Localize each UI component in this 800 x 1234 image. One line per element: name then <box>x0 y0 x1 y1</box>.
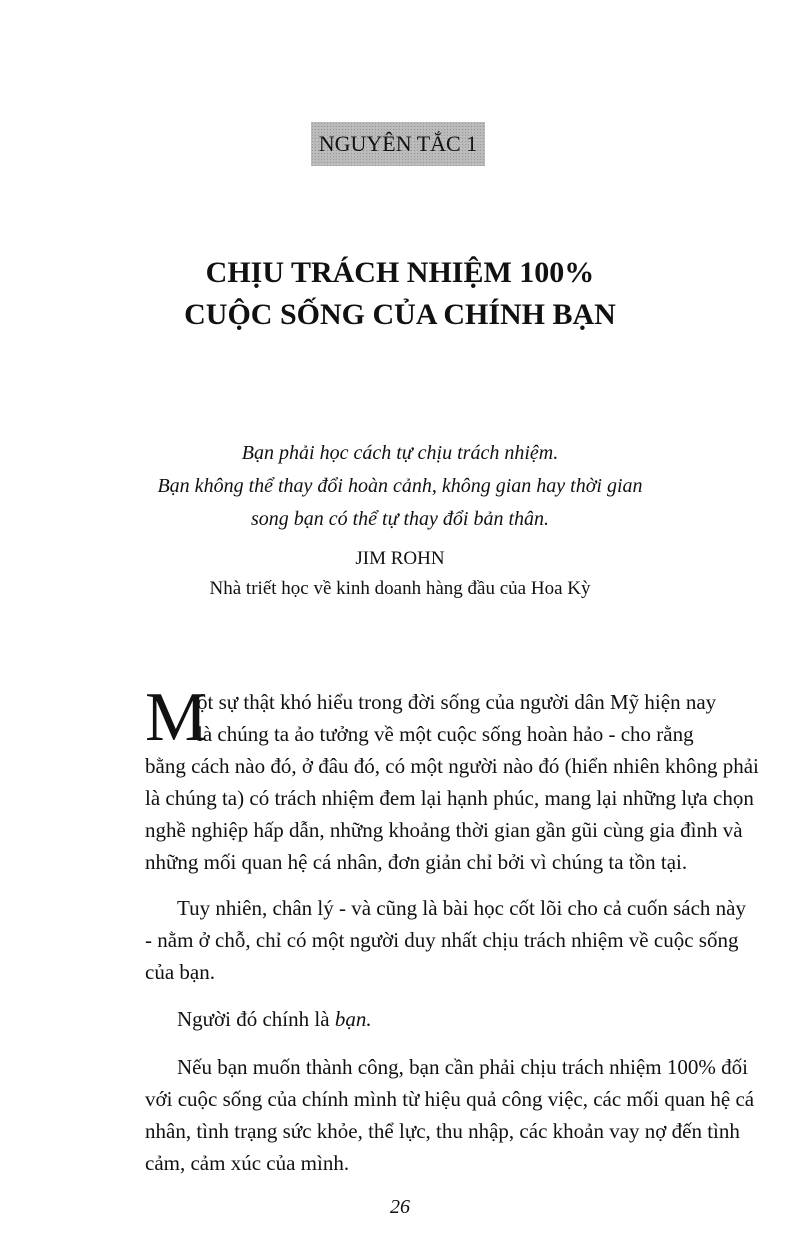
epigraph-author-desc: Nhà triết học về kinh doanh hàng đầu của Hoa Kỳ <box>209 578 591 599</box>
body-text: Người đó chính là <box>177 1007 335 1031</box>
body-line: cảm, cảm xúc của mình. <box>145 1151 350 1175</box>
body-line: những mối quan hệ cá nhân, đơn giản chỉ bởi vì chúng ta tồn tại. <box>145 850 688 874</box>
body-line: ột sự thật khó hiểu trong đời sống của người dân Mỹ hiện nay <box>197 690 717 714</box>
body-line: nhân, tình trạng sức khỏe, thể lực, thu nhập, các khoản vay nợ đến tình <box>145 1119 740 1143</box>
epigraph-line: Bạn phải học cách tự chịu trách nhiệm. <box>241 442 559 464</box>
epigraph-line: song bạn có thể tự thay đổi bản thân. <box>250 508 550 530</box>
drop-cap: M <box>145 679 208 756</box>
chapter-label <box>311 122 485 166</box>
chapter-title-line-2: CUỘC SỐNG CỦA CHÍNH BẠN <box>184 298 616 331</box>
body-line: Tuy nhiên, chân lý - và cũng là bài học cốt lõi cho cả cuốn sách này <box>177 896 746 920</box>
epigraph-author: JIM ROHN <box>355 548 445 569</box>
chapter-label-text: NGUYÊN TẮC 1 <box>318 131 478 156</box>
page-number: 26 <box>390 1196 410 1218</box>
body-line: là chúng ta) có trách nhiệm đem lại hạnh phúc, mang lại những lựa chọn <box>145 786 754 810</box>
body-line: nghề nghiệp hấp dẫn, những khoảng thời gian gần gũi cùng gia đình và <box>145 818 743 842</box>
body-emphasis: bạn. <box>334 1007 372 1031</box>
body-line: là chúng ta ảo tưởng về một cuộc sống hoàn hảo - cho rằng <box>197 722 694 746</box>
epigraph-line: Bạn không thể thay đổi hoàn cảnh, không gian hay thời gian <box>157 475 643 497</box>
body-line: bằng cách nào đó, ở đâu đó, có một người nào đó (hiển nhiên không phải <box>145 754 759 778</box>
body-line: với cuộc sống của chính mình từ hiệu quả công việc, các mối quan hệ cá <box>145 1087 755 1111</box>
body-line: của bạn. <box>145 960 215 984</box>
body-line: - nằm ở chỗ, chỉ có một người duy nhất chịu trách nhiệm về cuộc sống <box>145 928 739 952</box>
body-line: Nếu bạn muốn thành công, bạn cần phải chịu trách nhiệm 100% đối <box>177 1055 748 1079</box>
chapter-title-line-1: CHỊU TRÁCH NHIỆM 100% <box>205 256 595 289</box>
body-line <box>177 1007 690 1032</box>
